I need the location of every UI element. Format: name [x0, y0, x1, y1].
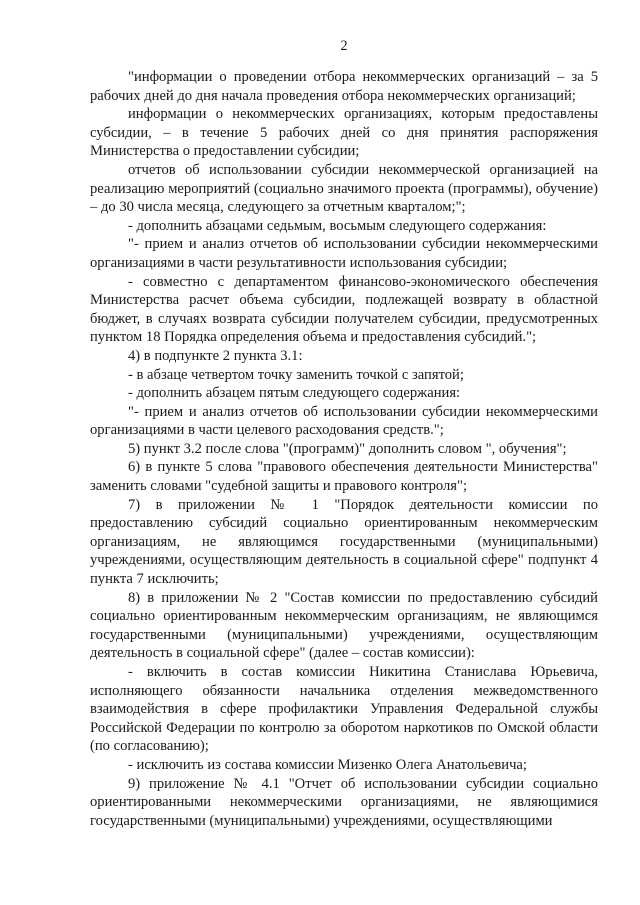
paragraph-add-fifth: - дополнить абзацем пятым следующего содержания:: [128, 385, 461, 402]
paragraph-item-7: 7) в приложении № 1 "Порядок деятельности комиссии по предоставлению субсидий социально ориентированным некоммерческим организациям, не являющимся государственными (муниципальными) учреждениями, осуществляющим деятельность в социальной сфере" подпункт 4 пункта 7 исключить;: [90, 496, 598, 588]
paragraph-exclude-member: - исключить из состава комиссии Мизенко Олега Анатольевича;: [128, 756, 527, 773]
paragraph-item-5: 5) пункт 3.2 после слова "(программ)" дополнить словом ", обучения";: [128, 440, 567, 457]
paragraph-semicolon-replace: - в абзаце четвертом точку заменить точкой с запятой;: [128, 366, 464, 383]
paragraph-item-8: 8) в приложении № 2 "Состав комиссии по предоставлению субсидий социально ориентированным некоммерческим организациям, не являющимся государственными (муниципальными) учреждениями, осуществляющим деятельность в социальной сфере" (далее – состав комиссии):: [90, 589, 598, 662]
page-number: 2: [340, 38, 348, 54]
paragraph-nko-info: информации о некоммерческих организациях, которым предоставлены субсидии, – в течение 5 рабочих дней со дня принятия распоряжения Министерства о предоставлении субсидии;: [90, 106, 598, 160]
paragraph-item-6: 6) в пункте 5 слова "правового обеспечения деятельности Министерства" заменить словами "судебной защиты и правового контроля";: [90, 459, 598, 495]
paragraph-include-member: - включить в состав комиссии Никитина Станислава Юрьевича, исполняющего обязанности начальника отделения межведомственного взаимодействия в сфере профилактики Управления Федеральной службы Российской Федерации по контролю за оборотом наркотиков по Омской области (по согласованию);: [90, 664, 598, 755]
paragraph-refund-calculation: - совместно с департаментом финансово-экономического обеспечения Министерства расчет объема субсидии, подлежащей возврату в областной бюджет, в случаях возврата субсидии получателем субсидии, предусмотренных пунктом 18 Порядка определения объема и предоставления субсидий.";: [90, 273, 598, 346]
paragraph-analysis-effectiveness: "- прием и анализ отчетов об использовании субсидии некоммерческими организациями в части результативности использования субсидии;: [90, 236, 598, 271]
paragraph-analysis-target-use: "- прием и анализ отчетов об использовании субсидии некоммерческими организациями в части целевого расходования средств.";: [90, 403, 598, 439]
paragraph-notice-info: "информации о проведении отбора некоммерческих организаций – за 5 рабочих дней до дня начала проведения отбора некоммерческих организаций;: [90, 69, 598, 104]
document-body: [90, 68, 598, 830]
paragraph-item-9: 9) приложение № 4.1 "Отчет об использовании субсидии социально ориентированными некоммерческими организациями, не являющимися государственными (муниципальными) учреждениями, осуществляющими: [90, 775, 598, 829]
paragraph-add-seventh-eighth: - дополнить абзацами седьмым, восьмым следующего содержания:: [128, 217, 547, 234]
paragraph-item-4: 4) в подпункте 2 пункта 3.1:: [128, 347, 303, 364]
paragraph-reports: отчетов об использовании субсидии некоммерческой организацией на реализацию мероприятий (социально значимого проекта (программы), обучение) – до 30 числа месяца, следующего за отчетным кварталом;";: [90, 161, 598, 216]
